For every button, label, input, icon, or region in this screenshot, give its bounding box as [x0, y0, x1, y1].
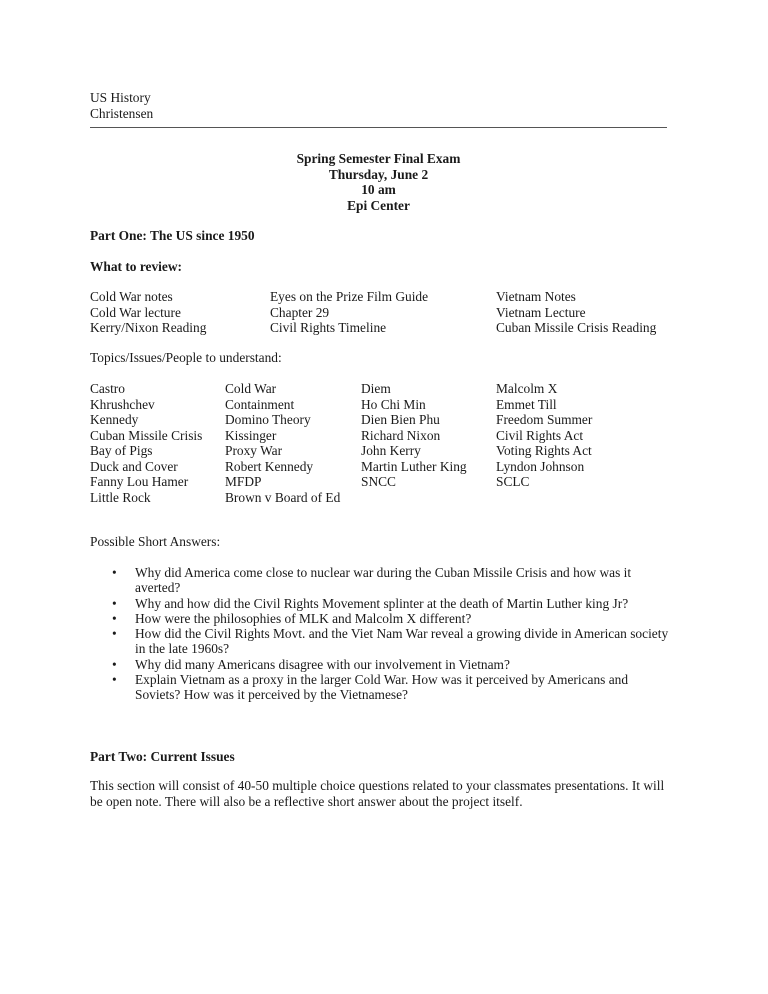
review-column-3: [496, 289, 656, 336]
exam-info: [90, 151, 667, 213]
list-item: [90, 596, 670, 611]
topic-item: Khrushchev: [90, 396, 155, 412]
part-two-description: This section will consist of 40-50 multiple choice questions related to your classmates presentations. It will be open note. There will also be a reflective short answer about the project itself.: [90, 778, 665, 809]
topic-item: Voting Rights Act: [496, 443, 592, 458]
exam-time: 10 am: [361, 182, 396, 197]
topics-heading: Topics/Issues/People to understand:: [90, 350, 282, 365]
teacher-name: Christensen: [90, 105, 154, 121]
exam-location: Epi Center: [347, 197, 410, 213]
list-item: [90, 657, 670, 672]
topic-item: Little Rock: [90, 489, 151, 505]
review-item: Kerry/Nixon Reading: [90, 320, 207, 335]
bullet-icon: •: [112, 565, 117, 580]
review-item: Eyes on the Prize Film Guide: [270, 289, 429, 304]
topic-item: Freedom Summer: [496, 412, 593, 427]
review-heading: What to review:: [90, 259, 182, 274]
question-text: Why and how did the Civil Rights Movement splinter at the death of Martin Luther king Jr?: [135, 595, 629, 611]
topic-item: MFDP: [225, 474, 262, 489]
list-item: [90, 626, 670, 657]
short-answers-heading: Possible Short Answers:: [90, 534, 221, 549]
topics-column-3: [361, 381, 467, 490]
topic-item: Domino Theory: [225, 412, 311, 427]
bullet-icon: •: [112, 626, 117, 642]
topics-column-4: [496, 381, 592, 490]
topic-item: Emmet Till: [496, 396, 557, 412]
question-text: How did the Civil Rights Movt. and the Viet Nam War reveal a growing divide in American society in the late 1960s?: [135, 626, 669, 657]
topic-item: SNCC: [361, 474, 396, 489]
bullet-icon: •: [112, 595, 117, 611]
topics-column-1: [90, 381, 202, 505]
list-item: [90, 565, 670, 596]
topic-item: Kennedy: [90, 412, 139, 427]
topic-item: Civil Rights Act: [496, 427, 584, 443]
part-two-heading: Part Two: Current Issues: [90, 749, 235, 764]
list-item: [90, 611, 670, 626]
topic-item: Proxy War: [225, 443, 283, 458]
bullet-icon: •: [112, 610, 117, 626]
topic-item: John Kerry: [361, 443, 421, 458]
topic-item: Robert Kennedy: [225, 458, 314, 474]
part-one-heading: Part One: The US since 1950: [90, 228, 255, 243]
exam-title: Spring Semester Final Exam: [296, 151, 461, 166]
topic-item: SCLC: [496, 474, 530, 489]
topic-item: Ho Chi Min: [361, 396, 426, 412]
question-text: Why did many Americans disagree with our involvement in Vietnam?: [135, 656, 510, 672]
review-column-2: [270, 289, 428, 336]
course-name: US History: [90, 90, 151, 105]
review-column-1: [90, 289, 206, 336]
review-item: Cuban Missile Crisis Reading: [496, 320, 657, 335]
bullet-icon: •: [112, 656, 117, 672]
review-item: Vietnam Notes: [496, 289, 576, 304]
topic-item: Cuban Missile Crisis: [90, 427, 203, 443]
topic-item: Containment: [225, 396, 295, 412]
topic-item: Richard Nixon: [361, 427, 441, 443]
document-header: [90, 90, 153, 121]
short-answer-list: [90, 565, 670, 703]
topic-item: Duck and Cover: [90, 458, 178, 474]
review-item: Civil Rights Timeline: [270, 320, 387, 335]
topic-item: Brown v Board of Ed: [225, 489, 341, 505]
topic-item: Castro: [90, 381, 125, 396]
topic-item: Kissinger: [225, 427, 277, 443]
question-text: Explain Vietnam as a proxy in the larger Cold War. How was it perceived by Americans and Soviets? How was it perceived by the Vietnamese?: [135, 672, 629, 703]
topic-item: Malcolm X: [496, 381, 558, 396]
review-item: Vietnam Lecture: [496, 304, 586, 320]
topic-item: Lyndon Johnson: [496, 458, 585, 474]
topic-item: Fanny Lou Hamer: [90, 474, 189, 489]
topics-column-2: [225, 381, 340, 505]
question-text: How were the philosophies of MLK and Malcolm X different?: [135, 610, 472, 626]
topic-item: Bay of Pigs: [90, 443, 153, 458]
review-item: Cold War lecture: [90, 304, 181, 320]
topic-item: Cold War: [225, 381, 277, 396]
question-text: Why did America come close to nuclear war during the Cuban Missile Crisis and how was it averted?: [135, 565, 632, 596]
review-item: Cold War notes: [90, 289, 173, 304]
list-item: [90, 672, 670, 703]
review-item: Chapter 29: [270, 304, 330, 320]
header-divider: [90, 127, 667, 128]
topic-item: Dien Bien Phu: [361, 412, 440, 427]
topic-item: Martin Luther King: [361, 458, 467, 474]
topic-item: Diem: [361, 381, 391, 396]
exam-date: Thursday, June 2: [328, 166, 429, 182]
bullet-icon: •: [112, 672, 117, 688]
